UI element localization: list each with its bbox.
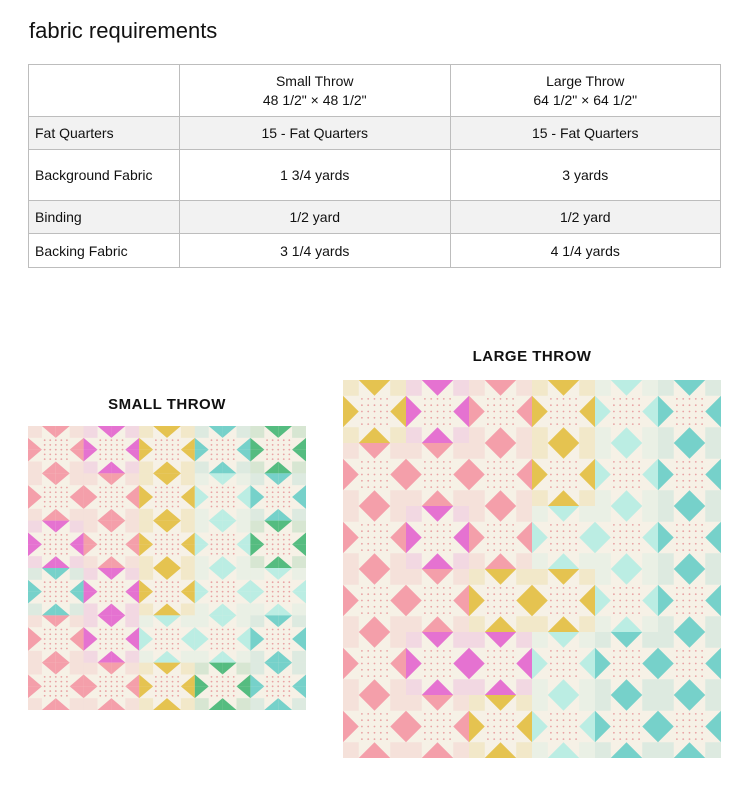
row-small-value: 3 1/4 yards <box>180 234 451 268</box>
small-throw-quilt-image <box>28 426 306 710</box>
quilt-block <box>139 521 195 568</box>
quilt-block <box>28 663 84 710</box>
table-row <box>29 150 721 201</box>
quilt-block <box>658 569 721 632</box>
quilt-block <box>532 380 595 443</box>
quilt-block <box>343 380 406 443</box>
quilt-block <box>84 521 140 568</box>
quilt-block <box>139 615 195 662</box>
large-throw-quilt-image <box>343 380 721 758</box>
quilt-block <box>195 663 251 710</box>
quilt-block <box>84 568 140 615</box>
quilt-block <box>250 663 306 710</box>
quilt-block <box>469 695 532 758</box>
quilt-block <box>469 443 532 506</box>
row-large-value: 1/2 yard <box>450 201 721 234</box>
header-small-throw <box>180 65 451 117</box>
quilt-block <box>469 569 532 632</box>
quilt-block <box>195 568 251 615</box>
header-blank-cell <box>29 65 180 117</box>
row-large-value: 4 1/4 yards <box>450 234 721 268</box>
table-row <box>29 117 721 150</box>
quilt-block <box>250 568 306 615</box>
quilt-block <box>250 426 306 473</box>
table-header-row <box>29 65 721 117</box>
quilt-block <box>469 632 532 695</box>
quilt-block <box>406 380 469 443</box>
quilt-block <box>343 443 406 506</box>
quilt-block <box>139 473 195 520</box>
quilt-block <box>195 473 251 520</box>
header-large-name: Large Throw <box>546 72 625 89</box>
quilt-block <box>658 443 721 506</box>
quilt-block <box>469 506 532 569</box>
quilt-block <box>28 473 84 520</box>
quilt-block <box>84 663 140 710</box>
quilt-block <box>84 615 140 662</box>
header-small-name: Small Throw <box>275 72 354 89</box>
large-throw-title: LARGE THROW <box>472 348 592 365</box>
quilt-block <box>343 632 406 695</box>
quilt-block <box>658 380 721 443</box>
quilt-block <box>658 695 721 758</box>
table-row <box>29 234 721 268</box>
quilt-block <box>195 615 251 662</box>
quilt-block <box>28 615 84 662</box>
quilt-block <box>406 632 469 695</box>
quilt-block <box>406 695 469 758</box>
quilt-block <box>139 426 195 473</box>
row-small-value: 1/2 yard <box>180 201 451 234</box>
row-small-value: 15 - Fat Quarters <box>180 117 451 150</box>
fabric-requirements-table <box>28 64 721 268</box>
quilt-block <box>195 521 251 568</box>
quilt-block <box>28 426 84 473</box>
quilt-block <box>343 695 406 758</box>
header-small-size: 48 1/2" × 48 1/2" <box>262 91 367 108</box>
quilt-block <box>139 663 195 710</box>
quilt-block <box>195 426 251 473</box>
quilt-block <box>84 473 140 520</box>
quilt-block <box>250 615 306 662</box>
row-small-value: 1 3/4 yards <box>180 150 451 201</box>
quilt-block <box>406 506 469 569</box>
row-large-value: 3 yards <box>450 150 721 201</box>
quilt-block <box>532 506 595 569</box>
quilt-block <box>532 695 595 758</box>
quilt-block <box>406 569 469 632</box>
header-large-throw <box>450 65 721 117</box>
quilt-block <box>595 443 658 506</box>
quilt-block <box>532 632 595 695</box>
small-throw-title: SMALL THROW <box>108 396 226 413</box>
row-large-value: 15 - Fat Quarters <box>450 117 721 150</box>
quilt-block <box>658 506 721 569</box>
quilt-block <box>595 569 658 632</box>
quilt-block <box>532 443 595 506</box>
quilt-block <box>406 443 469 506</box>
quilt-block <box>250 521 306 568</box>
quilt-block <box>595 632 658 695</box>
quilt-block <box>343 569 406 632</box>
quilt-block <box>595 695 658 758</box>
header-large-size: 64 1/2" × 64 1/2" <box>533 91 638 108</box>
quilt-block <box>469 380 532 443</box>
quilt-block <box>595 380 658 443</box>
quilt-block <box>28 521 84 568</box>
quilt-block <box>595 506 658 569</box>
quilt-block <box>658 632 721 695</box>
quilt-block <box>250 473 306 520</box>
quilt-block <box>139 568 195 615</box>
quilt-block <box>343 506 406 569</box>
row-label: Backing Fabric <box>29 234 180 268</box>
quilt-block <box>28 568 84 615</box>
table-row <box>29 201 721 234</box>
quilt-block <box>84 426 140 473</box>
row-label: Background Fabric <box>29 150 180 201</box>
row-label: Fat Quarters <box>29 117 180 150</box>
quilt-block <box>532 569 595 632</box>
row-label: Binding <box>29 201 180 234</box>
page-title: fabric requirements <box>29 18 218 43</box>
